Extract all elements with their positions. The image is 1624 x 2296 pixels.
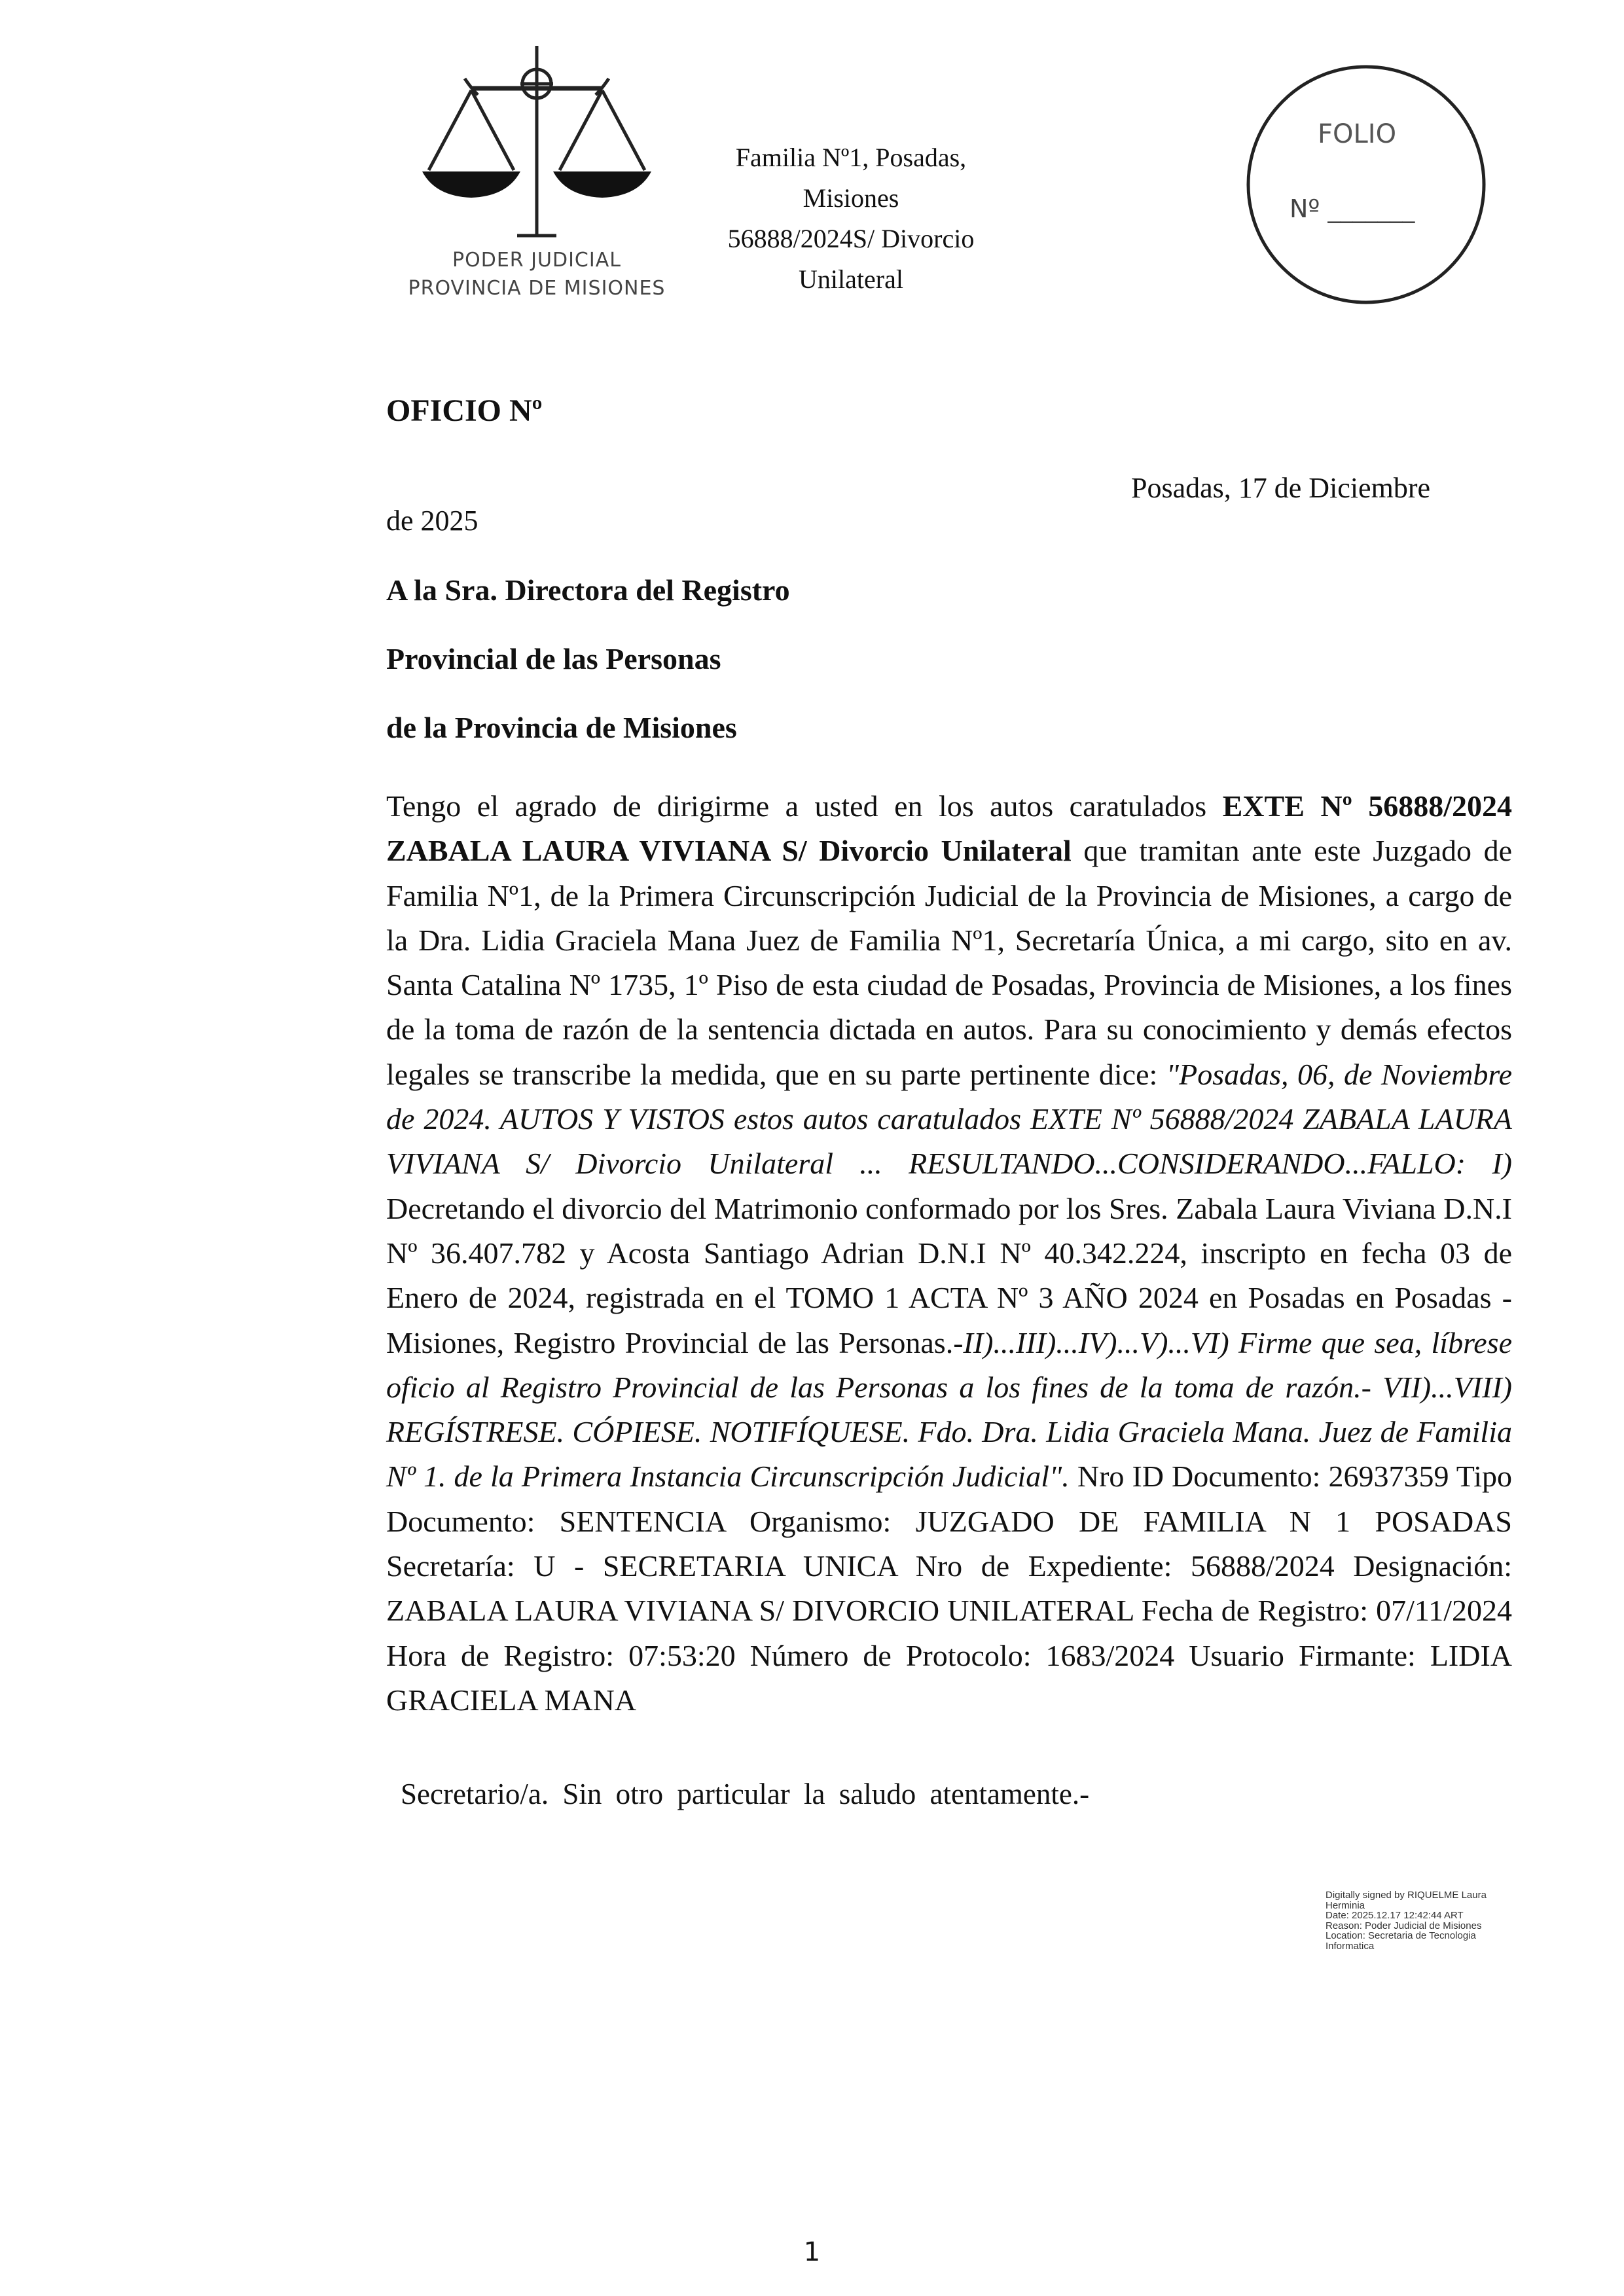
body-paragraph xyxy=(386,784,1512,1723)
poder-judicial-logo xyxy=(393,39,681,300)
folio-label: FOLIO xyxy=(1318,119,1397,149)
header-case-line: 56888/2024S/ Divorcio Unilateral xyxy=(727,224,975,294)
signature-line: Digitally signed by RIQUELME Laura xyxy=(1326,1890,1487,1901)
logo-text-line1: PODER JUDICIAL xyxy=(452,249,621,272)
divorce-decree: Decretando el divorcio del Matrimonio conformado por los Sres. Zabala Laura Viviana D.N.I Nº 36.407.782 y Acosta Santiago Adrian D.N.I Nº 40.342.224, inscripto en fecha 03 de Enero de 2024, registrada en el TOMO 1 ACTA Nº 3 AÑO 2024 en Posadas en Posadas - Misiones, Registro Provincial de las Personas.- xyxy=(386,1191,1512,1359)
date-line-1: Posadas, 17 de Diciembre xyxy=(1131,472,1430,504)
digital-signature-block xyxy=(1326,1890,1542,1951)
oficio-title: OFICIO Nº xyxy=(386,393,543,428)
signature-line: Herminia xyxy=(1326,1899,1365,1911)
header-court-line: Familia Nº1, Posadas, Misiones xyxy=(735,143,967,213)
folio-number-label: Nº _______ xyxy=(1290,194,1415,223)
signature-line: Reason: Poder Judicial de Misiones xyxy=(1326,1920,1482,1931)
logo-text-line2: PROVINCIA DE MISIONES xyxy=(408,277,666,300)
addressee-line-3: de la Provincia de Misiones xyxy=(386,711,737,744)
case-caption: EXTE Nº 56888/2024 ZABALA LAURA VIVIANA S/ Divorcio Unilateral xyxy=(386,789,1513,868)
body-court-details: que tramitan ante este Juzgado de Familia Nº1, de la Primera Circunscripción Judicial de la Provincia de Misiones, a cargo de la Dra. Lidia Graciela Mana Juez de Familia Nº1, Secretaría Única, a mi cargo, sito en av. Santa Catalina Nº 1735, 1º Piso de esta ciudad de Posadas, Provincia de Misiones, a los fines de la toma de razón de la sentencia dictada en autos. Para su conocimiento y demás efectos legales se transcribe la medida, que en su parte pertinente dice: xyxy=(386,834,1512,1091)
closing-line: Secretario/a. Sin otro particular la saludo atentamente.- xyxy=(401,1778,1090,1810)
body-intro: Tengo el agrado de dirigirme a usted en los autos caratulados xyxy=(386,789,1223,823)
folio-stamp xyxy=(1240,59,1492,311)
folio-stamp-circle xyxy=(1240,59,1492,311)
signature-line: Date: 2025.12.17 12:42:44 ART xyxy=(1326,1910,1464,1921)
header-case-reference xyxy=(713,137,988,300)
signature-line: Informatica xyxy=(1326,1940,1375,1952)
quoted-sentence-closing: II)...III)...IV)...V)...VI) Firme que sea, líbrese oficio al Registro Provincial de las Personas a los fines de la toma de razón.- VII)...VIII) REGÍSTRESE. CÓPIESE. NOTIFÍQUESE. Fdo. Dra. Lidia Graciela Mana. Juez de Familia Nº 1. de la Primera Instancia Circunscripción Judicial". xyxy=(386,1325,1512,1494)
page-number: 1 xyxy=(803,2237,821,2267)
document-metadata: Nro ID Documento: 26937359 Tipo Documento: SENTENCIA Organismo: JUZGADO DE FAMILIA N 1 POSADAS Secretaría: U - SECRETARIA UNICA Nro de Expediente: 56888/2024 Designación: ZABALA LAURA VIVIANA S/ DIVORCIO UNILATERAL Fecha de Registro: 07/11/2024 Hora de Registro: 07:53:20 Número de Protocolo: 1683/2024 Usuario Firmante: LIDIA GRACIELA MANA xyxy=(386,1460,1512,1717)
quoted-sentence-intro: "Posadas, 06, de Noviembre de 2024. AUTOS Y VISTOS estos autos caratulados EXTE Nº 56888/2024 ZABALA LAURA VIVIANA S/ Divorcio Unilateral ... RESULTANDO...CONSIDERANDO...FALLO: I) xyxy=(386,1057,1512,1181)
signature-line: Location: Secretaria de Tecnologia xyxy=(1326,1930,1476,1941)
addressee-line-2: Provincial de las Personas xyxy=(386,642,721,675)
addressee-line-1: A la Sra. Directora del Registro xyxy=(386,573,790,607)
date-line-2: de 2025 xyxy=(386,505,478,537)
